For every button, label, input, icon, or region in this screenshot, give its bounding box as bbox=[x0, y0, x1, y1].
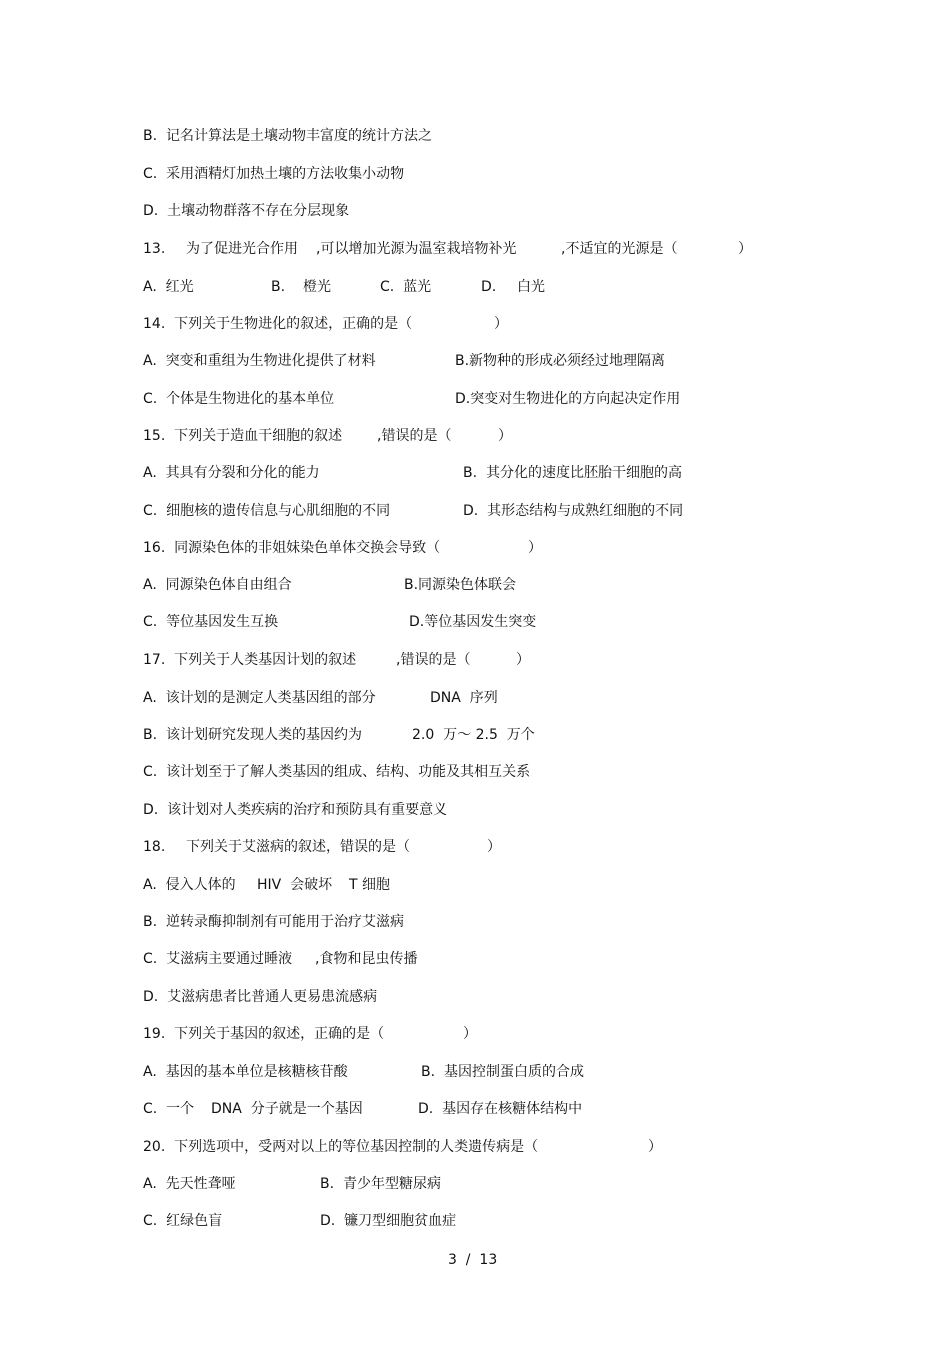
option-a: A. 其具有分裂和分化的能力 bbox=[143, 465, 320, 481]
line-text: 16. 同源染色体的非姐妹染色单体交换会导致（ bbox=[143, 540, 441, 556]
option-d: D. 基因存在核糖体结构中 bbox=[418, 1101, 583, 1117]
option-b-tail: 2.0 万～ 2.5 万个 bbox=[412, 727, 535, 743]
line-text: ,不适宜的光源是（ bbox=[561, 241, 678, 257]
question-19-options bbox=[0, 1099, 950, 1119]
option-c: C. 个体是生物进化的基本单位 bbox=[143, 391, 335, 407]
option-a: A. 侵入人体的 bbox=[143, 877, 236, 893]
question-13-stem bbox=[0, 239, 950, 259]
text-line bbox=[0, 164, 950, 184]
question-16-options bbox=[0, 575, 950, 595]
question-13-options bbox=[0, 277, 950, 297]
option-a: A. 红光 bbox=[143, 279, 194, 295]
line-text: 20. 下列选项中，受两对以上的等位基因控制的人类遗传病是（ bbox=[143, 1139, 539, 1155]
text-line bbox=[0, 201, 950, 221]
option-b: B.新物种的形成必须经过地理隔离 bbox=[455, 353, 666, 369]
answer-bracket: ） bbox=[494, 316, 508, 332]
option-d: D. 镰刀型细胞贫血症 bbox=[320, 1213, 457, 1229]
question-14-stem bbox=[0, 314, 950, 334]
option-b: B. 该计划研究发现人类的基因约为 bbox=[143, 727, 362, 743]
line-text: C. 采用酒精灯加热土壤的方法收集小动物 bbox=[143, 166, 405, 182]
option-b: B. 基因控制蛋白质的合成 bbox=[421, 1064, 584, 1080]
question-16-stem bbox=[0, 538, 950, 558]
question-19-stem bbox=[0, 1024, 950, 1044]
option-b-letter: B. bbox=[271, 279, 286, 295]
line-text: 14. 下列关于生物进化的叙述，正确的是（ bbox=[143, 316, 413, 332]
option-c: C. 细胞核的遗传信息与心肌细胞的不同 bbox=[143, 503, 391, 519]
question-number: 18. bbox=[143, 839, 166, 855]
option-d: D.突变对生物进化的方向起决定作用 bbox=[455, 391, 681, 407]
question-15-options bbox=[0, 463, 950, 483]
question-17-stem bbox=[0, 650, 950, 670]
option-d: D.等位基因发生突变 bbox=[409, 614, 537, 630]
option-a-mid: HIV 会破坏 bbox=[257, 877, 333, 893]
line-text: 17. 下列关于人类基因计划的叙述 bbox=[143, 652, 357, 668]
text-line bbox=[0, 126, 950, 146]
option-c: C. 艾滋病主要通过睡液 bbox=[143, 951, 293, 967]
answer-bracket: ） bbox=[528, 540, 542, 556]
option-a: A. 突变和重组为生物进化提供了材料 bbox=[143, 353, 376, 369]
question-18-options bbox=[0, 875, 950, 895]
question-15-options bbox=[0, 501, 950, 521]
option-a: A. 基因的基本单位是核糖核苷酸 bbox=[143, 1064, 348, 1080]
option-a: A. 同源染色体自由组合 bbox=[143, 577, 292, 593]
option-a-tail: DNA 序列 bbox=[430, 690, 498, 706]
question-14-options bbox=[0, 351, 950, 371]
option-c: C. 该计划至于了解人类基因的组成、结构、功能及其相互关系 bbox=[143, 764, 531, 780]
option-b-text: 橙光 bbox=[303, 279, 331, 295]
option-c: C. 等位基因发生互换 bbox=[143, 614, 279, 630]
option-c-tail: DNA 分子就是一个基因 bbox=[211, 1101, 363, 1117]
question-16-options bbox=[0, 612, 950, 632]
answer-bracket: ） bbox=[463, 1026, 477, 1042]
answer-bracket: ） bbox=[648, 1139, 662, 1155]
question-15-stem bbox=[0, 426, 950, 446]
option-a: A. 先天性聋哑 bbox=[143, 1176, 236, 1192]
option-b: B.同源染色体联会 bbox=[404, 577, 517, 593]
option-d-letter: D. bbox=[481, 279, 497, 295]
question-20-stem bbox=[0, 1137, 950, 1157]
option-d-text: 白光 bbox=[517, 279, 545, 295]
answer-bracket: ） bbox=[498, 428, 512, 444]
option-c: C. 蓝光 bbox=[380, 279, 432, 295]
question-20-options bbox=[0, 1174, 950, 1194]
line-text: 为了促进光合作用 bbox=[186, 241, 298, 257]
line-text: ,错误的是（ bbox=[396, 652, 471, 668]
question-17-options bbox=[0, 762, 950, 782]
question-18-options bbox=[0, 949, 950, 969]
line-text: B. 记名计算法是土壤动物丰富度的统计方法之 bbox=[143, 128, 432, 144]
option-d: D. 该计划对人类疾病的治疗和预防具有重要意义 bbox=[143, 802, 448, 818]
question-18-stem bbox=[0, 837, 950, 857]
option-c: C. 一个 bbox=[143, 1101, 195, 1117]
question-14-options bbox=[0, 389, 950, 409]
question-17-options bbox=[0, 800, 950, 820]
answer-bracket: ） bbox=[487, 839, 501, 855]
option-c-tail: ,食物和昆虫传播 bbox=[315, 951, 418, 967]
option-a-tail: T 细胞 bbox=[349, 877, 391, 893]
option-b: B. 逆转录酶抑制剂有可能用于治疗艾滋病 bbox=[143, 914, 404, 930]
option-d: D. 其形态结构与成熟红细胞的不同 bbox=[463, 503, 684, 519]
line-text: ,可以增加光源为温室栽培物补光 bbox=[316, 241, 517, 257]
option-c: C. 红绿色盲 bbox=[143, 1213, 223, 1229]
option-b: B. 其分化的速度比胚胎干细胞的高 bbox=[463, 465, 682, 481]
line-text: 15. 下列关于造血干细胞的叙述 bbox=[143, 428, 343, 444]
line-text: 19. 下列关于基因的叙述，正确的是（ bbox=[143, 1026, 385, 1042]
option-d: D. 艾滋病患者比普通人更易患流感病 bbox=[143, 989, 378, 1005]
line-text: 下列关于艾滋病的叙述，错误的是（ bbox=[186, 839, 410, 855]
question-number: 13. bbox=[143, 241, 166, 257]
answer-bracket: ） bbox=[738, 241, 752, 257]
page-number: 3 / 13 bbox=[448, 1252, 498, 1268]
question-19-options bbox=[0, 1062, 950, 1082]
line-text: ,错误的是（ bbox=[377, 428, 452, 444]
answer-bracket: ） bbox=[516, 652, 530, 668]
option-b: B. 青少年型糖尿病 bbox=[320, 1176, 441, 1192]
question-18-options bbox=[0, 987, 950, 1007]
line-text: D. 土壤动物群落不存在分层现象 bbox=[143, 203, 350, 219]
question-17-options bbox=[0, 688, 950, 708]
question-18-options bbox=[0, 912, 950, 932]
question-17-options bbox=[0, 725, 950, 745]
option-a: A. 该计划的是测定人类基因组的部分 bbox=[143, 690, 376, 706]
question-20-options bbox=[0, 1211, 950, 1231]
